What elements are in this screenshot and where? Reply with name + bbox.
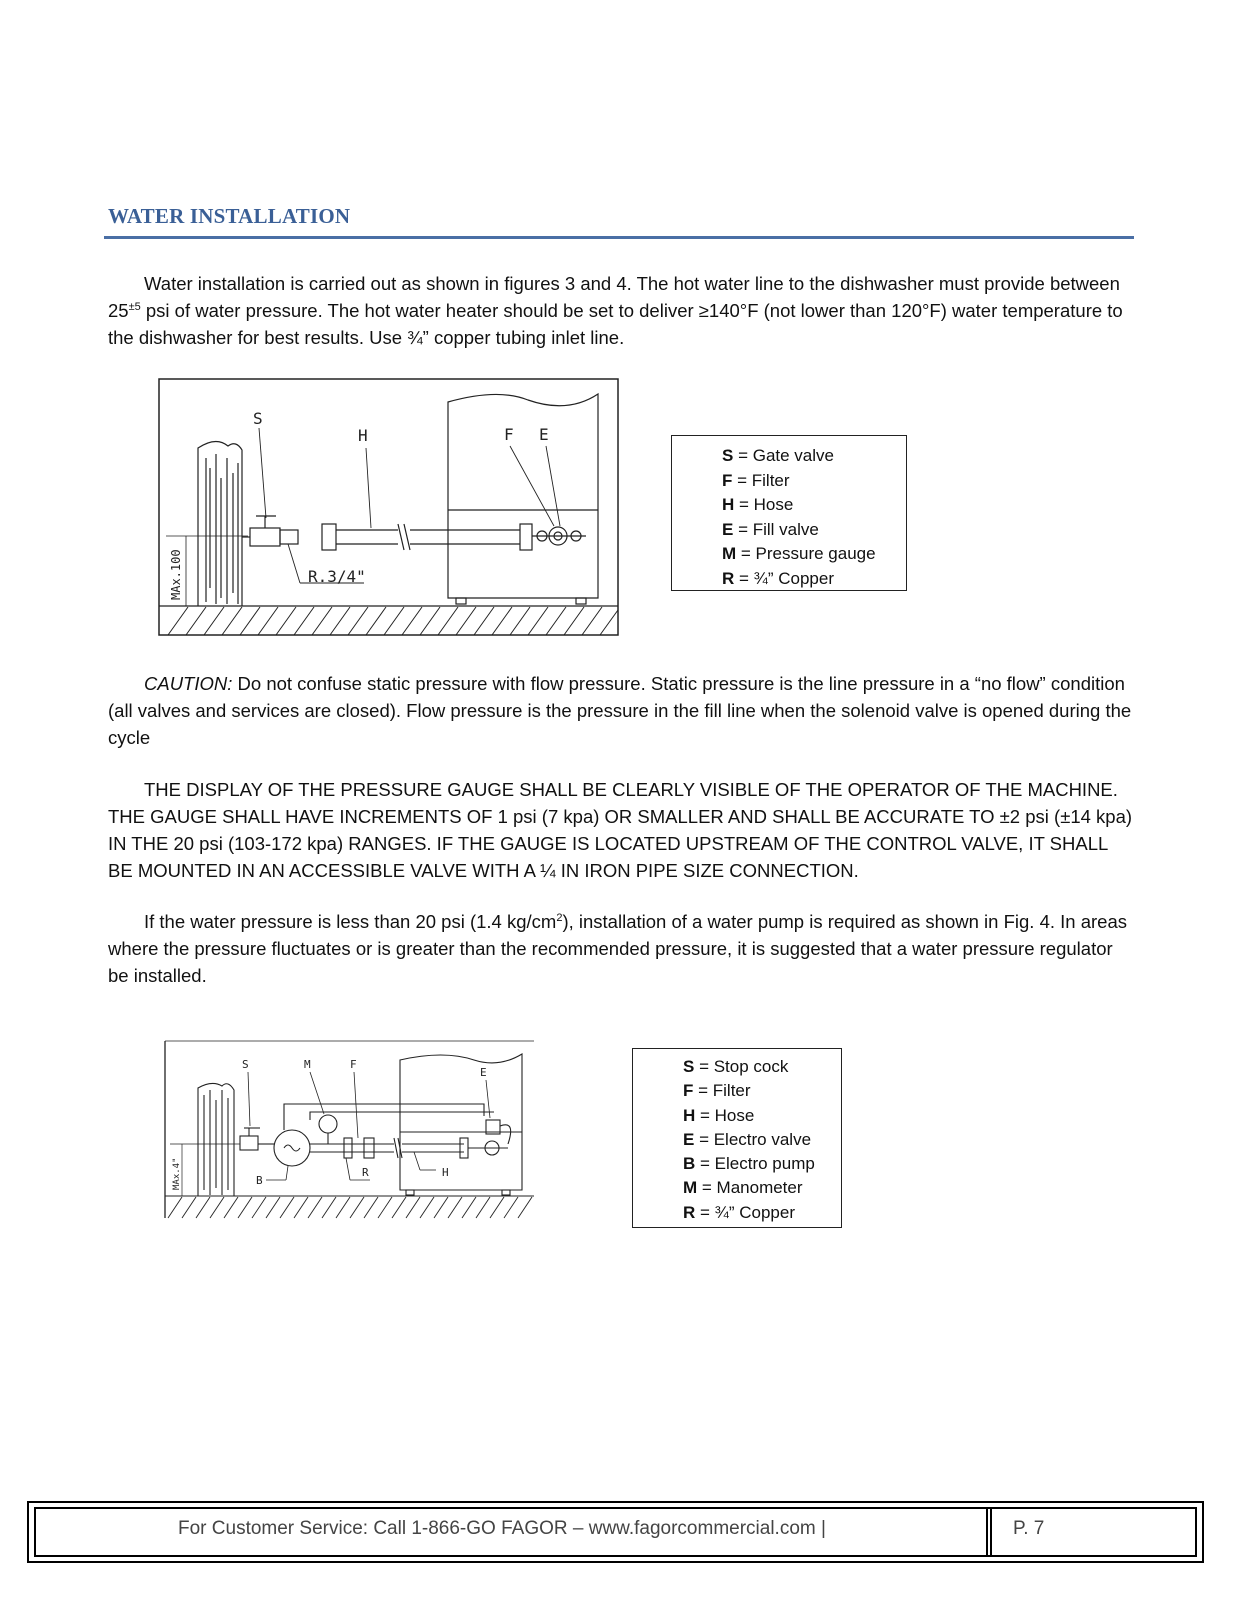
legend-row: F = Filter: [683, 1081, 751, 1101]
label-h: H: [358, 426, 368, 445]
dishwasher-body: [448, 394, 598, 604]
pump-text-b: ), installation of a water pump is required as shown in Fig. 4. In areas where the pressure fluctuates or is greater than the recommended pressure, it is suggested that a water pressure regulator be installed.: [108, 911, 1127, 986]
label-m: M: [304, 1058, 311, 1071]
footer-customer-service: For Customer Service: Call 1-866-GO FAGOR – www.fagorcommercial.com |: [178, 1518, 826, 1539]
intro-superscript: ±5: [128, 300, 141, 313]
figure-4-legend: [632, 1048, 842, 1228]
section-heading: WATER INSTALLATION: [108, 204, 351, 228]
label-r: R.3/4": [308, 567, 366, 586]
wall: [198, 1083, 234, 1196]
label-f: F: [350, 1058, 357, 1071]
legend-row: F = Filter: [722, 470, 790, 490]
label-s: S: [253, 409, 263, 428]
figure-3-diagram: [158, 378, 620, 638]
filter: [364, 1138, 374, 1158]
legend-row: E = Fill valve: [722, 519, 819, 539]
label-h: H: [442, 1166, 449, 1179]
figure-4-diagram: [164, 1040, 536, 1220]
label-max: MAx.100: [169, 549, 183, 600]
figure-3-legend: [671, 435, 907, 591]
label-e: E: [480, 1066, 487, 1079]
legend-row: M = Pressure gauge: [722, 544, 876, 563]
label-s: S: [242, 1058, 249, 1071]
legend-row: R = ¾” Copper: [722, 568, 834, 588]
caution-text: Do not confuse static pressure with flow pressure. Static pressure is the line pressure in a “no flow” condition (all valves and services are closed). Flow pressure is the pressure in the fill line when the solenoid valve is opened during the cycle: [108, 673, 1132, 748]
footer-divider: [986, 1507, 992, 1557]
legend-row: S = Stop cock: [683, 1057, 789, 1076]
label-r: R: [362, 1166, 369, 1179]
label-b: B: [256, 1174, 263, 1187]
legend-row: S = Gate valve: [722, 446, 834, 465]
stop-cock: [240, 1136, 258, 1150]
legend-row: E = Electro valve: [683, 1129, 812, 1149]
intro-text-b: psi of water pressure. The hot water heater should be set to deliver ≥140°F (not lower than 120°F) water temperature to the dishwasher for best results. Use ¾” copper tubing inlet line.: [108, 300, 1123, 348]
label-f: F: [504, 425, 514, 444]
pump-text-a: If the water pressure is less than 20 psi (1.4 kg/cm: [144, 911, 557, 932]
legend-row: R = ¾” Copper: [683, 1202, 795, 1222]
gate-valve: [250, 528, 280, 546]
legend-row: B = Electro pump: [683, 1154, 815, 1174]
hose-fitting: [322, 524, 336, 550]
paragraph-gauge: [108, 776, 1136, 884]
paragraph-pump: [108, 908, 1136, 989]
wall: [198, 441, 242, 606]
gauge-text: THE DISPLAY OF THE PRESSURE GAUGE SHALL BE CLEARLY VISIBLE OF THE OPERATOR OF THE MACHINE. THE GAUGE SHALL HAVE INCREMENTS OF 1 psi (7 kpa) OR SMALLER AND SHALL BE ACCURATE TO ±2 psi (±14 kpa) IN THE 20 psi (103-172 kpa) RANGES. IF THE GAUGE IS LOCATED UPSTREAM OF THE CONTROL VALVE, IT SHALL BE MOUNTED IN AN ACCESSIBLE VALVE WITH A ¼ IN IRON PIPE SIZE CONNECTION.: [108, 779, 1133, 881]
caution-label: CAUTION:: [144, 673, 233, 694]
heading-rule: [104, 236, 1134, 239]
label-max: MAx.4": [172, 1157, 182, 1190]
legend-row: H = Hose: [722, 495, 794, 514]
legend-row: H = Hose: [683, 1105, 755, 1125]
pump-superscript: 2: [556, 911, 563, 924]
floor-hatching: [168, 607, 618, 635]
paragraph-intro: [108, 270, 1136, 351]
label-e: E: [539, 425, 549, 444]
manometer: [319, 1115, 337, 1133]
legend-row: M = Manometer: [683, 1178, 803, 1198]
paragraph-caution: [108, 670, 1136, 751]
footer-page-number: P. 7: [1013, 1518, 1045, 1539]
intro-text-a: Water installation is carried out as shown in figures 3 and 4. The hot water line to the dishwasher must provide between 25: [108, 273, 1120, 321]
floor-hatching: [168, 1197, 532, 1218]
figure-frame: [159, 379, 618, 635]
